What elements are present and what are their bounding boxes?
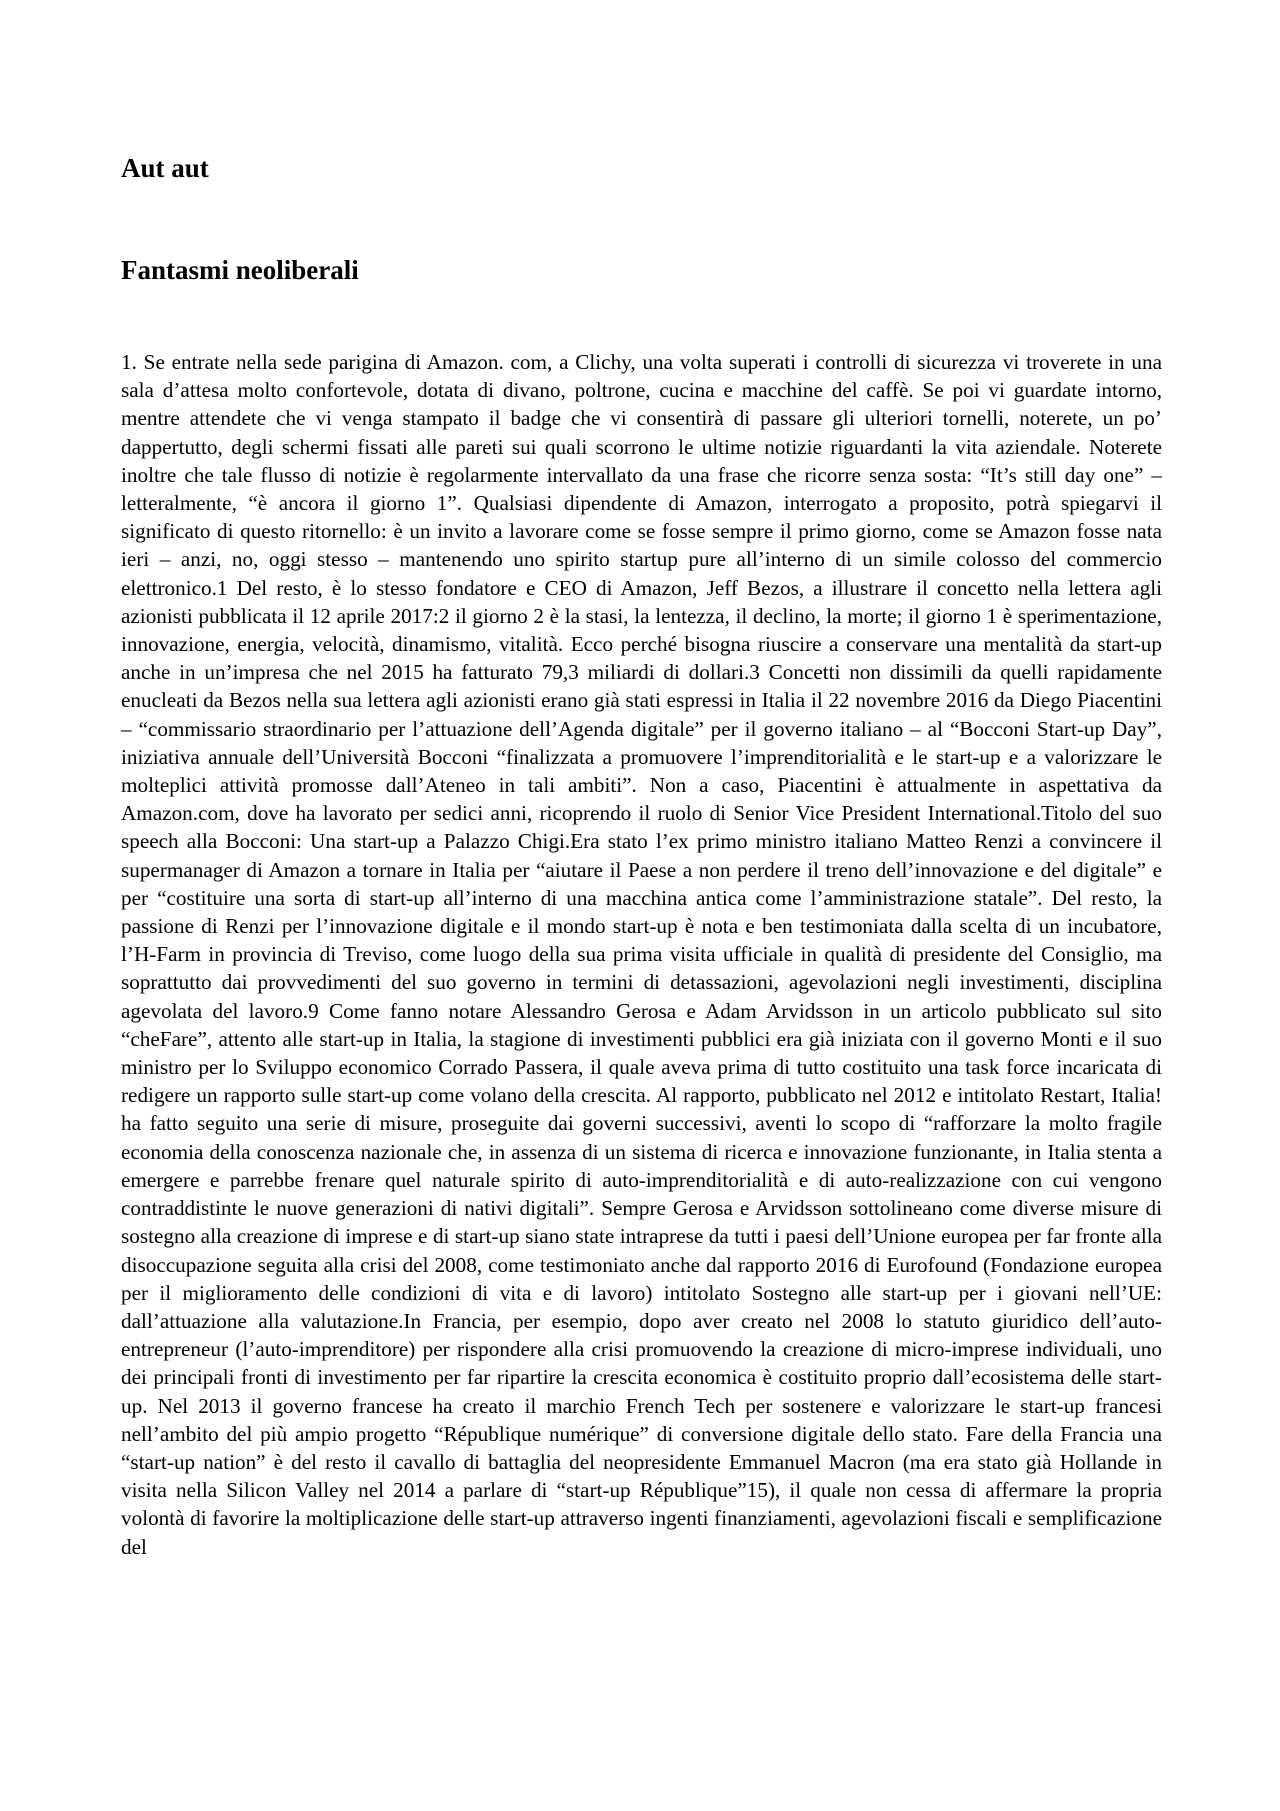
body-paragraph: 1. Se entrate nella sede parigina di Amazon. com, a Clichy, una volta superati i controlli di sicurezza vi troverete in una sala d’attesa molto confortevole, dotata di divano, poltrone, cucina e macchine del caffè. Se poi vi guardate intorno, mentre attendete che vi venga stampato il badge che vi consentirà di passare gli ulteriori tornelli, noterete, un po’ dappertutto, degli schermi fissati alle pareti sui quali scorrono le ultime notizie riguardanti la vita aziendale. Noterete inoltre che tale flusso di notizie è regolarmente intervallato da una frase che ricorre senza sosta: “It’s still day one” – letteralmente, “è ancora il giorno 1”. Qualsiasi dipendente di Amazon, interrogato a proposito, potrà spiegarvi il significato di questo ritornello: è un invito a lavorare come se fosse sempre il primo giorno, come se Amazon fosse nata ieri – anzi, no, oggi stesso – mantenendo uno spirito startup pure all’interno di un simile colosso del commercio elettronico.1 Del resto, è lo stesso fondatore e CEO di Amazon, Jeff Bezos, a illustrare il concetto nella lettera agli azionisti pubblicata il 12 aprile 2017:2 il giorno 2 è la stasi, la lentezza, il declino, la morte; il giorno 1 è sperimentazione, innovazione, energia, velocità, dinamismo, vitalità. Ecco perché bisogna riuscire a conservare una mentalità da start-up anche in un’impresa che nel 2015 ha fatturato 79,3 miliardi di dollari.3 Concetti non dissimili da quelli rapidamente enucleati da Bezos nella sua lettera agli azionisti erano già stati espressi in Italia il 22 novembre 2016 da Diego Piacentini – “commissario straordinario per l’attuazione dell’Agenda digitale” per il governo italiano – al “Bocconi Start-up Day”, iniziativa annuale dell’Università Bocconi “finalizzata a promuovere l’imprenditorialità e le start-up e a valorizzare le molteplici attività promosse dall’Ateneo in tali ambiti”. Non a caso, Piacentini è attualmente in aspettativa da Amazon.com, dove ha lavorato per sedici anni, ricoprendo il ruolo di Senior Vice President International.Titolo del suo speech alla Bocconi: Una start-up a Palazzo Chigi.Era stato l’ex primo ministro italiano Matteo Renzi a convincere il supermanager di Amazon a tornare in Italia per “aiutare il Paese a non perdere il treno dell’innovazione e del digitale” e per “costituire una sorta di start-up all’interno di una macchina antica come l’amministrazione statale”. Del resto, la passione di Renzi per l’innovazione digitale e il mondo start-up è nota e ben testimoniata dalla scelta di un incubatore, l’H-Farm in provincia di Treviso, come luogo della sua prima visita ufficiale in qualità di presidente del Consiglio, ma soprattutto dai provvedimenti del suo governo in termini di detassazioni, agevolazioni negli investimenti, disciplina agevolata del lavoro.9 Come fanno notare Alessandro Gerosa e Adam Arvidsson in un articolo pubblicato sul sito “cheFare”, attento alle start-up in Italia, la stagione di investimenti pubblici era già iniziata con il governo Monti e il suo ministro per lo Sviluppo economico Corrado Passera, il quale aveva prima di tutto costituito una task force incaricata di redigere un rapporto sulle start-up come volano della crescita. Al rapporto, pubblicato nel 2012 e intitolato Restart, Italia! ha fatto seguito una serie di misure, proseguite dai governi successivi, aventi lo scopo di “rafforzare la molto fragile economia della conoscenza nazionale che, in assenza di un sistema di ricerca e innovazione funzionante, in Italia stenta a emergere e parrebbe frenare quel naturale spirito di auto-imprenditorialità e di auto-realizzazione con cui vengono contraddistinte le nuove generazioni di nativi digitali”. Sempre Gerosa e Arvidsson sottolineano come diverse misure di sostegno alla creazione di imprese e di start-up siano state intraprese da tutti i paesi dell’Unione europea per far fronte alla disoccupazione seguita alla crisi del 2008, come testimoniato anche dal rapporto 2016 di Eurofound (Fondazione europea per il miglioramento delle condizioni di vita e di lavoro) intitolato Sostegno alle start-up per i giovani nell’UE: dall’attuazione alla valutazione.In Francia, per esempio, dopo aver creato nel 2008 lo statuto giuridico dell’auto-entrepreneur (l’auto-imprenditore) per rispondere alla crisi promuovendo la creazione di micro-imprese individuali, uno dei principali fronti di investimento per far ripartire la crescita economica è costituito proprio dall’ecosistema delle start-up. Nel 2013 il governo francese ha creato il marchio French Tech per sostenere e valorizzare le start-up francesi nell’ambito del più ampio progetto “République numérique” di conversione digitale dello stato. Fare della Francia una “start-up nation” è del resto il cavallo di battaglia del neopresidente Emmanuel Macron (ma era stato già Hollande in visita nella Silicon Valley nel 2014 a parlare di “start-up République”15), il quale non cessa di affermare la propria volontà di favorire la moltiplicazione delle start-up attraverso ingenti finanziamenti, agevolazioni fiscali e semplificazione del xyxy=(121,350,1162,1559)
header-title: Aut aut xyxy=(121,153,209,183)
section-title: Fantasmi neoliberali xyxy=(121,255,359,285)
